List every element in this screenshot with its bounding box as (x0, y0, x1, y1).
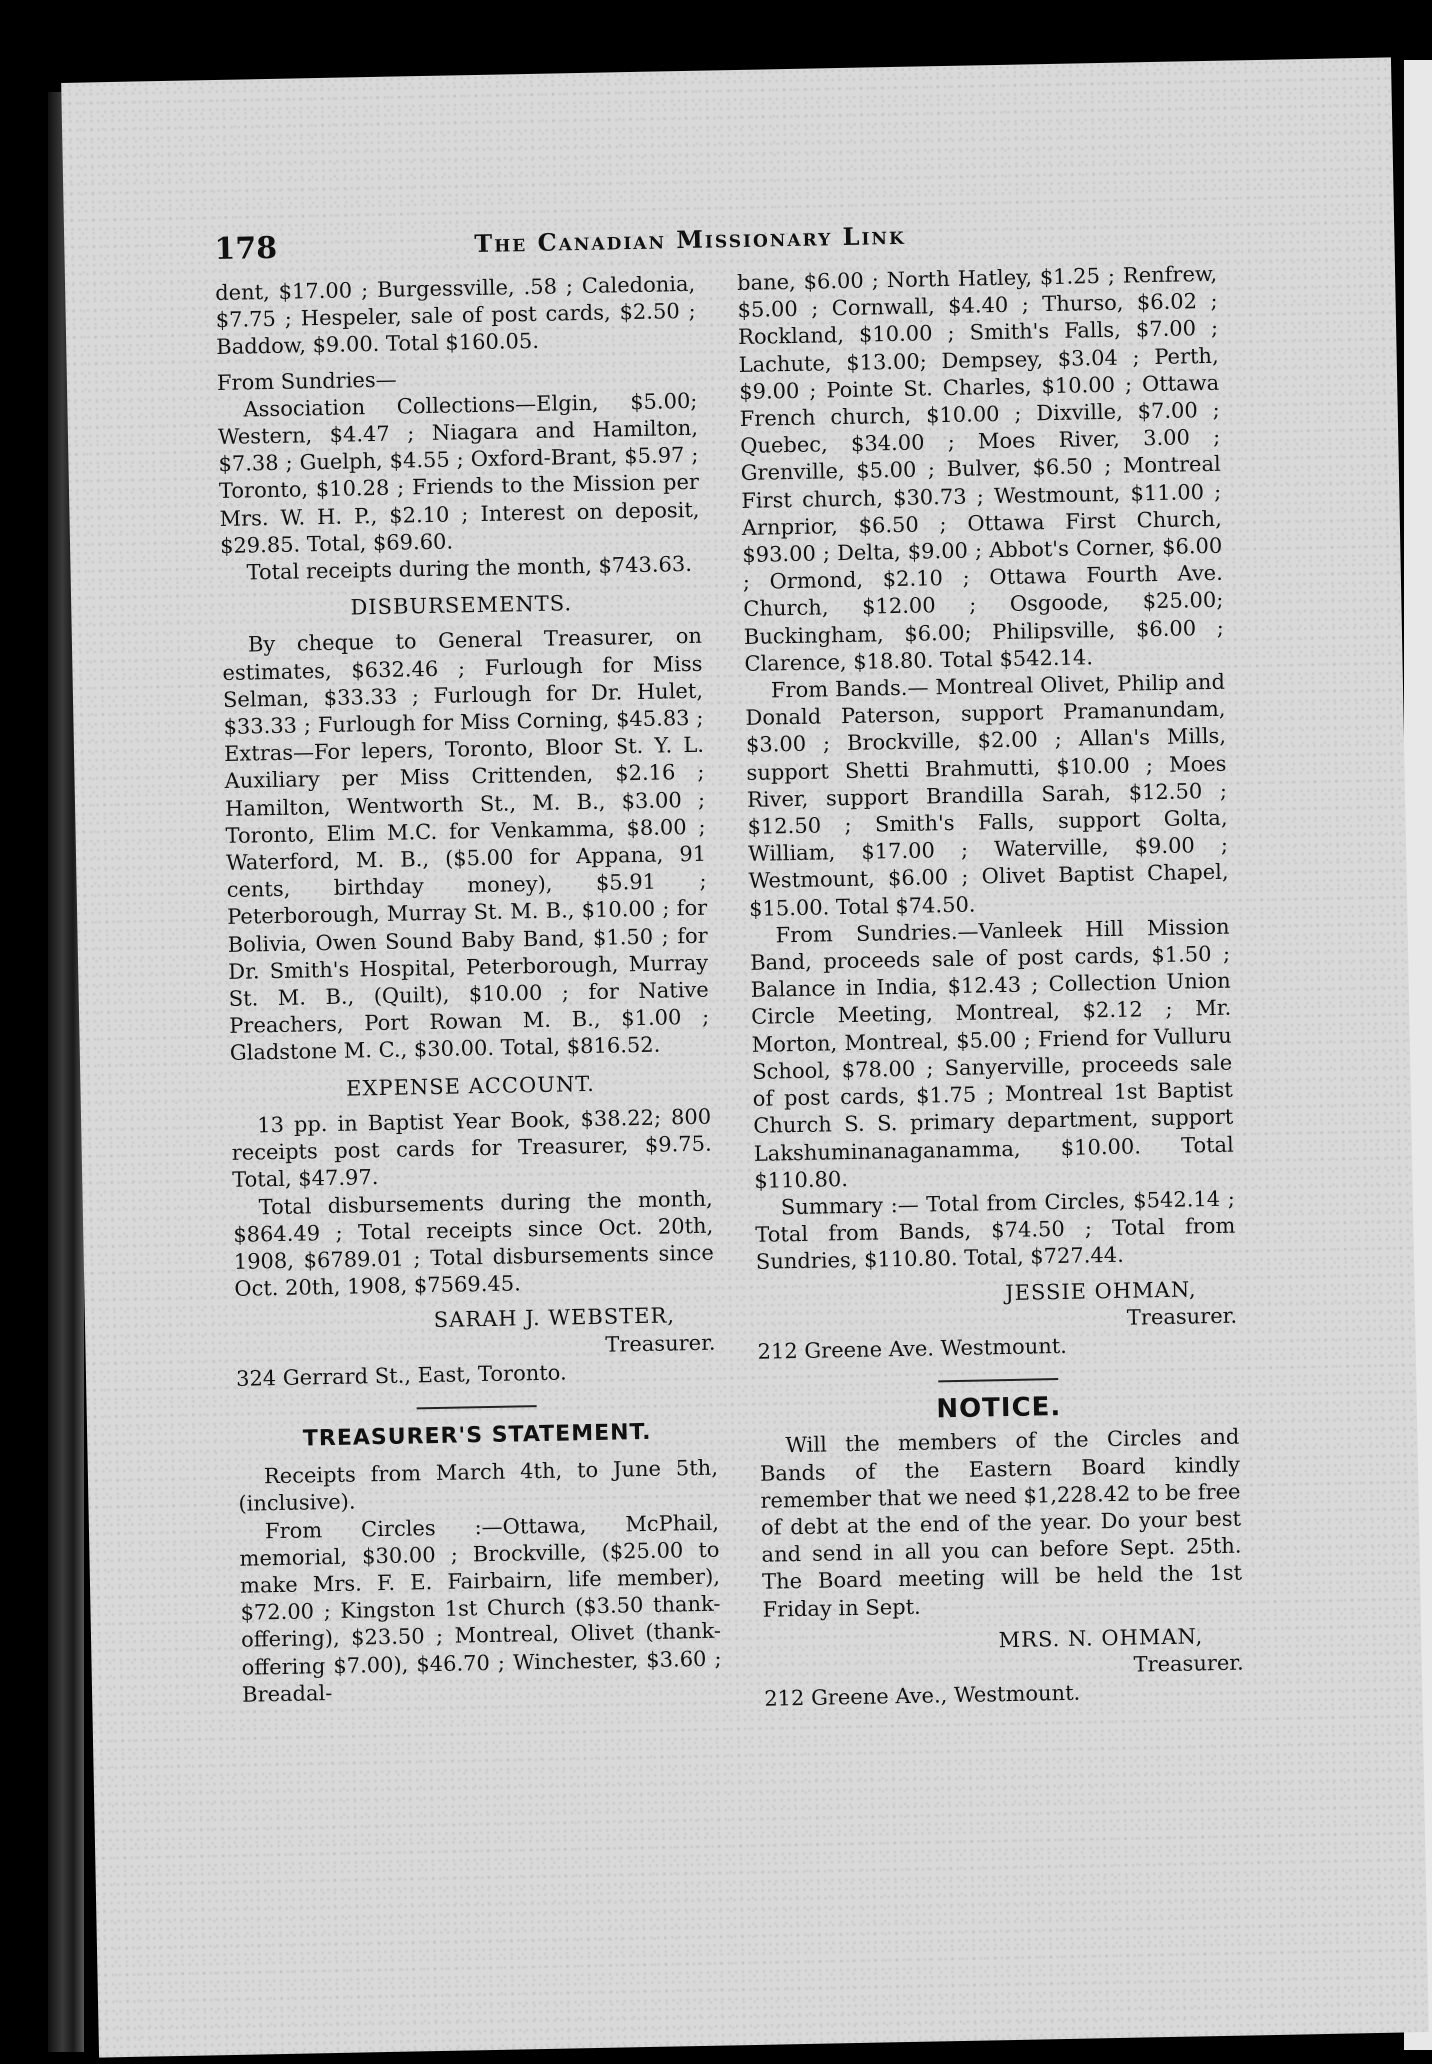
right-paragraph: From Sundries.—Vanleek Hill Mission Band, proceeds sale of post cards, $1.50 ; Balance in India, $12.43 ; Collection Union Circle Meeting, Montreal, $2.12 ; Mr. Morton, Montreal, $5.00 ; Friend for Vulluru School, $78.00 ; Sanyerville, proceeds sale of post cards, $1.75 ; Montreal 1st Baptist Church S. S. primary department, support Lakshuminanaganamma, $10.00. Total $110.80. (749, 914, 1234, 1193)
disbursements-heading: DISBURSEMENTS. (350, 591, 573, 620)
left-paragraph: By cheque to General Treasurer, on estimates, $632.46 ; Furlough for Miss Selman, $33.33 ; Furlough for Dr. Hulet, $33.33 ; Furlough for Miss Corning, $45.83 ; Extras—For lepers, Toronto, Bloor St. Y. L. Auxiliary per Miss Crittenden, $2.16 ; Hamilton, Wentworth St., M. B., $3.00 ; Toronto, Elim M.C. for Venkamma, $8.00 ; Waterford, M. B., ($5.00 for Appana, 91 cents, birthday money), $5.91 ; Peterborough, Murray St. M. B., $10.00 ; for Bolivia, Owen Sound Baby Band, $1.50 ; for Dr. Smith's Hospital, Peterborough, Murray St. M. B., (Quilt), $10.00 ; for Native Preachers, Port Rowan M. B., $1.00 ; Gladstone M. C., $30.00. Total, $816.52. (222, 624, 710, 1066)
left-paragraph: Association Collections—Elgin, $5.00; Western, $4.47 ; Niagara and Hamilton, $7.38 ; Guelph, $4.55 ; Oxford-Brant, $5.97 ; Toronto, $10.28 ; Friends to the Mission per Mrs. W. H. P., $2.10 ; Interest on deposit, $29.85. Total, $69.60. (217, 388, 700, 558)
left-paragraph: Total receipts during the month, $743.63. (246, 551, 693, 585)
divider (417, 1405, 537, 1409)
left-column (215, 271, 722, 1709)
left-paragraph: dent, $17.00 ; Burgessville, .58 ; Caledonia, $7.75 ; Hespeler, sale of post cards, $2.50 ; Baddow, $9.00. Total $160.05. (214, 271, 696, 360)
treasurers-statement-heading: TREASURER'S STATEMENT. (302, 1419, 652, 1452)
signature-name: MRS. N. OHMAN, (998, 1624, 1204, 1652)
divider (938, 1378, 1058, 1382)
signature-title: Treasurer. (1126, 1303, 1238, 1330)
left-paragraph: Total disbursements during the month, $864.49 ; Total receipts since Oct. 20th, 1908, $6789.01 ; Total disbursements since Oct. 20th, 1908, $7569.45. (233, 1186, 714, 1301)
right-paragraph: bane, $6.00 ; North Hatley, $1.25 ; Renfrew, $5.00 ; Cornwall, $4.40 ; Thurso, $6.02 ; Rockland, $10.00 ; Smith's Falls, $7.00 ; Lachute, $13.00; Dempsey, $3.04 ; Perth, $9.00 ; Pointe St. Charles, $10.00 ; Ottawa French church, $10.00 ; Dixville, $7.00 ; Quebec, $34.00 ; Moes River, 3.00 ; Grenville, $5.00 ; Bulver, $6.50 ; Montreal First church, $30.73 ; Westmount, $11.00 ; Arnprior, $6.50 ; Ottawa First Church, $93.00 ; Delta, $9.00 ; Abbot's Corner, $6.00 ; Ormond, $2.10 ; Ottawa Fourth Ave. Church, $12.00 ; Osgoode, $25.00; Buckingham, $6.00; Philipsville, $6.00 ; Clarence, $18.80. Total $542.14. (736, 261, 1225, 676)
left-paragraph: From Circles :—Ottawa, McPhail, memorial, $30.00 ; Brockville, ($25.00 to make Mrs. F. E. Fairbairn, life member), $72.00 ; Kingston 1st Church ($3.50 thank-offering), $23.50 ; Montreal, Olivet (thank-offering $7.00), $46.70 ; Winchester, $3.60 ; Breadal- (239, 1510, 722, 1707)
left-paragraph: 13 pp. in Baptist Year Book, $38.22; 800 receipts post cards for Treasurer, $9.75. Total, $47.97. (231, 1104, 712, 1193)
running-title: The Canadian Missionary Link (474, 220, 906, 259)
address: 324 Gerrard St., East, Toronto. (235, 1360, 567, 1391)
scanned-page (61, 57, 1429, 2057)
sundries-label: From Sundries— (216, 367, 397, 395)
notice-heading: NOTICE. (936, 1392, 1062, 1425)
right-paragraph: Summary :— Total from Circles, $542.14 ; Total from Bands, $74.50 ; Total from Sundries, $110.80. Total, $727.44. (755, 1186, 1236, 1275)
expense-account-heading: EXPENSE ACCOUNT. (345, 1071, 596, 1101)
signature-name: JESSIE OHMAN, (1004, 1276, 1197, 1305)
signature-title: Treasurer. (605, 1330, 716, 1357)
right-paragraph: From Bands.— Montreal Olivet, Philip and Donald Paterson, support Pramanundam, $3.00 ; Brockville, $2.00 ; Allan's Mills, support Shetti Brahmutti, $10.00 ; Moes River, support Brandilla Sarah, $12.50 ; $12.50 ; Smith's Falls, support Golta, William, $17.00 ; Waterville, $9.00 ; Westmount, $6.00 ; Olivet Baptist Chapel, $15.00. Total $74.50. (745, 669, 1229, 921)
signature-title: Treasurer. (1133, 1650, 1244, 1677)
page-number: 178 (214, 230, 278, 268)
address: 212 Greene Ave., Westmount. (764, 1680, 1081, 1711)
right-column (737, 261, 1245, 1713)
signature-name: SARAH J. WEBSTER, (433, 1303, 676, 1333)
left-paragraph: Receipts from March 4th, to June 5th, (inclusive). (238, 1455, 719, 1517)
address: 212 Greene Ave. Westmount. (757, 1333, 1068, 1364)
notice-text: Will the members of the Circles and Bands of the Eastern Board kindly remember that we need $1,228.42 to be free of debt at the end of the year. Do your best and send in all you can before Sept. 25th. The Board meeting will be held the 1st Friday in Sept. (759, 1424, 1243, 1622)
